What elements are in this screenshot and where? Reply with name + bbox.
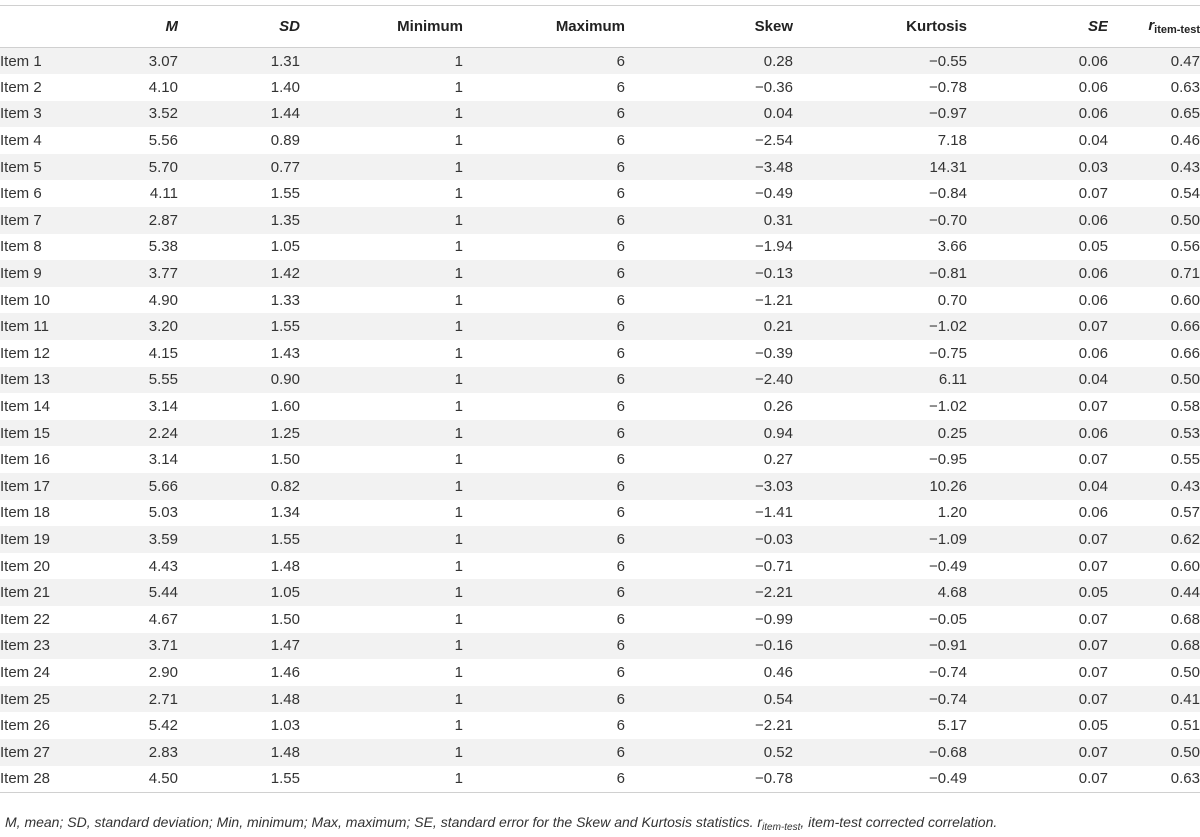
cell-se: 0.07 bbox=[967, 633, 1108, 660]
cell-kurtosis: −0.91 bbox=[793, 633, 967, 660]
cell-kurtosis: −0.78 bbox=[793, 74, 967, 101]
cell-skew: 0.52 bbox=[625, 739, 793, 766]
cell-mean: 5.44 bbox=[78, 579, 178, 606]
cell-skew: −1.94 bbox=[625, 234, 793, 261]
cell-se: 0.07 bbox=[967, 659, 1108, 686]
cell-se: 0.07 bbox=[967, 313, 1108, 340]
cell-skew: 0.28 bbox=[625, 48, 793, 75]
cell-sd: 1.05 bbox=[178, 579, 300, 606]
cell-skew: 0.26 bbox=[625, 393, 793, 420]
header-item bbox=[0, 6, 78, 48]
cell-se: 0.06 bbox=[967, 287, 1108, 314]
cell-kurtosis: −0.84 bbox=[793, 180, 967, 207]
cell-maximum: 6 bbox=[463, 579, 625, 606]
cell-item: Item 19 bbox=[0, 526, 78, 553]
cell-sd: 1.03 bbox=[178, 712, 300, 739]
cell-se: 0.07 bbox=[967, 393, 1108, 420]
cell-maximum: 6 bbox=[463, 207, 625, 234]
table-row bbox=[0, 739, 1200, 766]
table-row bbox=[0, 446, 1200, 473]
cell-minimum: 1 bbox=[300, 553, 463, 580]
cell-sd: 1.05 bbox=[178, 234, 300, 261]
cell-item: Item 12 bbox=[0, 340, 78, 367]
cell-item: Item 27 bbox=[0, 739, 78, 766]
cell-sd: 1.43 bbox=[178, 340, 300, 367]
cell-r-item-test: 0.41 bbox=[1108, 686, 1200, 713]
cell-sd: 1.42 bbox=[178, 260, 300, 287]
cell-skew: −2.21 bbox=[625, 712, 793, 739]
cell-item: Item 6 bbox=[0, 180, 78, 207]
cell-item: Item 9 bbox=[0, 260, 78, 287]
cell-sd: 1.60 bbox=[178, 393, 300, 420]
cell-se: 0.06 bbox=[967, 101, 1108, 128]
header-r-subscript: item-test bbox=[1154, 24, 1200, 36]
cell-minimum: 1 bbox=[300, 712, 463, 739]
cell-minimum: 1 bbox=[300, 180, 463, 207]
cell-mean: 4.15 bbox=[78, 340, 178, 367]
cell-mean: 3.07 bbox=[78, 48, 178, 75]
cell-skew: −0.71 bbox=[625, 553, 793, 580]
cell-kurtosis: −0.97 bbox=[793, 101, 967, 128]
cell-sd: 1.31 bbox=[178, 48, 300, 75]
cell-sd: 1.48 bbox=[178, 739, 300, 766]
cell-se: 0.03 bbox=[967, 154, 1108, 181]
cell-kurtosis: 14.31 bbox=[793, 154, 967, 181]
cell-se: 0.07 bbox=[967, 446, 1108, 473]
table-row bbox=[0, 420, 1200, 447]
cell-mean: 4.67 bbox=[78, 606, 178, 633]
cell-item: Item 1 bbox=[0, 48, 78, 75]
cell-mean: 2.90 bbox=[78, 659, 178, 686]
cell-kurtosis: −1.02 bbox=[793, 313, 967, 340]
cell-item: Item 11 bbox=[0, 313, 78, 340]
cell-minimum: 1 bbox=[300, 633, 463, 660]
table-row bbox=[0, 553, 1200, 580]
cell-sd: 1.50 bbox=[178, 606, 300, 633]
cell-sd: 1.55 bbox=[178, 180, 300, 207]
cell-item: Item 20 bbox=[0, 553, 78, 580]
table-row bbox=[0, 48, 1200, 75]
cell-se: 0.06 bbox=[967, 500, 1108, 527]
cell-se: 0.07 bbox=[967, 553, 1108, 580]
cell-kurtosis: −0.70 bbox=[793, 207, 967, 234]
cell-minimum: 1 bbox=[300, 340, 463, 367]
cell-minimum: 1 bbox=[300, 234, 463, 261]
cell-kurtosis: −0.55 bbox=[793, 48, 967, 75]
cell-maximum: 6 bbox=[463, 234, 625, 261]
cell-mean: 5.42 bbox=[78, 712, 178, 739]
header-mean: M bbox=[78, 6, 178, 48]
cell-maximum: 6 bbox=[463, 101, 625, 128]
cell-r-item-test: 0.60 bbox=[1108, 287, 1200, 314]
cell-minimum: 1 bbox=[300, 606, 463, 633]
cell-skew: −2.40 bbox=[625, 367, 793, 394]
table-row bbox=[0, 260, 1200, 287]
cell-item: Item 28 bbox=[0, 766, 78, 793]
cell-r-item-test: 0.68 bbox=[1108, 606, 1200, 633]
cell-r-item-test: 0.44 bbox=[1108, 579, 1200, 606]
cell-kurtosis: −0.49 bbox=[793, 766, 967, 793]
cell-sd: 0.89 bbox=[178, 127, 300, 154]
cell-kurtosis: −0.75 bbox=[793, 340, 967, 367]
cell-mean: 4.50 bbox=[78, 766, 178, 793]
cell-sd: 1.35 bbox=[178, 207, 300, 234]
table-row bbox=[0, 101, 1200, 128]
cell-mean: 3.20 bbox=[78, 313, 178, 340]
cell-skew: 0.27 bbox=[625, 446, 793, 473]
cell-r-item-test: 0.62 bbox=[1108, 526, 1200, 553]
table-body bbox=[0, 48, 1200, 793]
cell-kurtosis: 4.68 bbox=[793, 579, 967, 606]
cell-kurtosis: −1.02 bbox=[793, 393, 967, 420]
cell-r-item-test: 0.66 bbox=[1108, 313, 1200, 340]
cell-skew: −0.13 bbox=[625, 260, 793, 287]
cell-item: Item 18 bbox=[0, 500, 78, 527]
cell-sd: 1.44 bbox=[178, 101, 300, 128]
cell-maximum: 6 bbox=[463, 766, 625, 793]
cell-item: Item 5 bbox=[0, 154, 78, 181]
header-maximum: Maximum bbox=[463, 6, 625, 48]
cell-kurtosis: 5.17 bbox=[793, 712, 967, 739]
cell-se: 0.07 bbox=[967, 739, 1108, 766]
cell-r-item-test: 0.43 bbox=[1108, 154, 1200, 181]
cell-item: Item 25 bbox=[0, 686, 78, 713]
cell-r-item-test: 0.50 bbox=[1108, 367, 1200, 394]
cell-kurtosis: −0.74 bbox=[793, 686, 967, 713]
cell-maximum: 6 bbox=[463, 526, 625, 553]
cell-item: Item 16 bbox=[0, 446, 78, 473]
cell-skew: −0.49 bbox=[625, 180, 793, 207]
cell-item: Item 26 bbox=[0, 712, 78, 739]
cell-sd: 1.55 bbox=[178, 313, 300, 340]
cell-item: Item 21 bbox=[0, 579, 78, 606]
cell-mean: 4.43 bbox=[78, 553, 178, 580]
cell-item: Item 14 bbox=[0, 393, 78, 420]
cell-mean: 5.03 bbox=[78, 500, 178, 527]
header-sd: SD bbox=[178, 6, 300, 48]
cell-r-item-test: 0.55 bbox=[1108, 446, 1200, 473]
cell-kurtosis: −0.95 bbox=[793, 446, 967, 473]
cell-minimum: 1 bbox=[300, 74, 463, 101]
cell-skew: 0.46 bbox=[625, 659, 793, 686]
cell-r-item-test: 0.58 bbox=[1108, 393, 1200, 420]
cell-se: 0.06 bbox=[967, 340, 1108, 367]
cell-skew: −0.99 bbox=[625, 606, 793, 633]
cell-r-item-test: 0.65 bbox=[1108, 101, 1200, 128]
cell-item: Item 22 bbox=[0, 606, 78, 633]
cell-kurtosis: −0.05 bbox=[793, 606, 967, 633]
cell-maximum: 6 bbox=[463, 340, 625, 367]
cell-mean: 3.14 bbox=[78, 393, 178, 420]
table-row bbox=[0, 180, 1200, 207]
cell-sd: 1.46 bbox=[178, 659, 300, 686]
table-row bbox=[0, 207, 1200, 234]
header-r-symbol: r bbox=[1148, 17, 1155, 34]
table-header bbox=[0, 6, 1200, 48]
cell-item: Item 2 bbox=[0, 74, 78, 101]
cell-sd: 0.77 bbox=[178, 154, 300, 181]
table-row bbox=[0, 154, 1200, 181]
cell-sd: 1.25 bbox=[178, 420, 300, 447]
table-row bbox=[0, 526, 1200, 553]
cell-minimum: 1 bbox=[300, 420, 463, 447]
cell-kurtosis: 0.25 bbox=[793, 420, 967, 447]
cell-se: 0.07 bbox=[967, 766, 1108, 793]
cell-maximum: 6 bbox=[463, 739, 625, 766]
cell-mean: 5.55 bbox=[78, 367, 178, 394]
cell-skew: −1.21 bbox=[625, 287, 793, 314]
cell-r-item-test: 0.57 bbox=[1108, 500, 1200, 527]
cell-r-item-test: 0.63 bbox=[1108, 74, 1200, 101]
cell-kurtosis: 0.70 bbox=[793, 287, 967, 314]
cell-sd: 1.33 bbox=[178, 287, 300, 314]
cell-minimum: 1 bbox=[300, 526, 463, 553]
cell-se: 0.04 bbox=[967, 473, 1108, 500]
cell-minimum: 1 bbox=[300, 659, 463, 686]
table-row bbox=[0, 340, 1200, 367]
cell-maximum: 6 bbox=[463, 633, 625, 660]
cell-kurtosis: −1.09 bbox=[793, 526, 967, 553]
table-row bbox=[0, 686, 1200, 713]
cell-item: Item 17 bbox=[0, 473, 78, 500]
cell-minimum: 1 bbox=[300, 579, 463, 606]
cell-r-item-test: 0.66 bbox=[1108, 340, 1200, 367]
cell-mean: 3.71 bbox=[78, 633, 178, 660]
cell-item: Item 23 bbox=[0, 633, 78, 660]
cell-item: Item 4 bbox=[0, 127, 78, 154]
cell-maximum: 6 bbox=[463, 606, 625, 633]
cell-item: Item 13 bbox=[0, 367, 78, 394]
cell-item: Item 10 bbox=[0, 287, 78, 314]
cell-kurtosis: 10.26 bbox=[793, 473, 967, 500]
cell-maximum: 6 bbox=[463, 127, 625, 154]
cell-mean: 4.90 bbox=[78, 287, 178, 314]
cell-skew: −0.36 bbox=[625, 74, 793, 101]
cell-mean: 5.66 bbox=[78, 473, 178, 500]
table-row bbox=[0, 313, 1200, 340]
cell-se: 0.06 bbox=[967, 420, 1108, 447]
table-row bbox=[0, 579, 1200, 606]
table-row bbox=[0, 127, 1200, 154]
cell-sd: 1.40 bbox=[178, 74, 300, 101]
cell-maximum: 6 bbox=[463, 180, 625, 207]
cell-se: 0.07 bbox=[967, 686, 1108, 713]
cell-se: 0.06 bbox=[967, 74, 1108, 101]
cell-skew: 0.04 bbox=[625, 101, 793, 128]
cell-mean: 2.24 bbox=[78, 420, 178, 447]
cell-se: 0.06 bbox=[967, 207, 1108, 234]
cell-r-item-test: 0.43 bbox=[1108, 473, 1200, 500]
cell-sd: 1.55 bbox=[178, 766, 300, 793]
footnote-text-end: , item-test corrected correlation. bbox=[800, 814, 998, 830]
cell-r-item-test: 0.50 bbox=[1108, 739, 1200, 766]
cell-minimum: 1 bbox=[300, 127, 463, 154]
cell-item: Item 7 bbox=[0, 207, 78, 234]
header-row bbox=[0, 6, 1200, 48]
cell-maximum: 6 bbox=[463, 686, 625, 713]
cell-minimum: 1 bbox=[300, 207, 463, 234]
cell-r-item-test: 0.63 bbox=[1108, 766, 1200, 793]
cell-se: 0.05 bbox=[967, 579, 1108, 606]
cell-mean: 3.14 bbox=[78, 446, 178, 473]
cell-se: 0.07 bbox=[967, 526, 1108, 553]
cell-mean: 3.59 bbox=[78, 526, 178, 553]
cell-skew: −3.03 bbox=[625, 473, 793, 500]
cell-mean: 3.77 bbox=[78, 260, 178, 287]
table-row bbox=[0, 712, 1200, 739]
cell-se: 0.07 bbox=[967, 180, 1108, 207]
table-row bbox=[0, 74, 1200, 101]
cell-item: Item 24 bbox=[0, 659, 78, 686]
cell-kurtosis: −0.49 bbox=[793, 553, 967, 580]
cell-r-item-test: 0.50 bbox=[1108, 207, 1200, 234]
cell-minimum: 1 bbox=[300, 766, 463, 793]
table-row bbox=[0, 393, 1200, 420]
cell-skew: −0.03 bbox=[625, 526, 793, 553]
header-skew: Skew bbox=[625, 6, 793, 48]
cell-r-item-test: 0.60 bbox=[1108, 553, 1200, 580]
cell-maximum: 6 bbox=[463, 473, 625, 500]
header-r-item-test bbox=[1108, 6, 1200, 48]
cell-kurtosis: 7.18 bbox=[793, 127, 967, 154]
footnote-subscript: item-test bbox=[762, 822, 801, 833]
table-row bbox=[0, 606, 1200, 633]
cell-sd: 0.90 bbox=[178, 367, 300, 394]
cell-maximum: 6 bbox=[463, 287, 625, 314]
header-se: SE bbox=[967, 6, 1108, 48]
table-row bbox=[0, 659, 1200, 686]
table-row bbox=[0, 473, 1200, 500]
cell-se: 0.05 bbox=[967, 712, 1108, 739]
cell-minimum: 1 bbox=[300, 473, 463, 500]
cell-r-item-test: 0.56 bbox=[1108, 234, 1200, 261]
cell-skew: −3.48 bbox=[625, 154, 793, 181]
cell-skew: −0.16 bbox=[625, 633, 793, 660]
table-row bbox=[0, 500, 1200, 527]
cell-maximum: 6 bbox=[463, 553, 625, 580]
cell-se: 0.05 bbox=[967, 234, 1108, 261]
cell-maximum: 6 bbox=[463, 48, 625, 75]
cell-minimum: 1 bbox=[300, 500, 463, 527]
cell-skew: 0.21 bbox=[625, 313, 793, 340]
cell-maximum: 6 bbox=[463, 659, 625, 686]
cell-maximum: 6 bbox=[463, 260, 625, 287]
cell-skew: −2.54 bbox=[625, 127, 793, 154]
cell-minimum: 1 bbox=[300, 686, 463, 713]
table-row bbox=[0, 234, 1200, 261]
cell-kurtosis: −0.74 bbox=[793, 659, 967, 686]
cell-se: 0.06 bbox=[967, 260, 1108, 287]
cell-minimum: 1 bbox=[300, 287, 463, 314]
cell-kurtosis: −0.81 bbox=[793, 260, 967, 287]
cell-sd: 1.55 bbox=[178, 526, 300, 553]
cell-mean: 4.11 bbox=[78, 180, 178, 207]
cell-sd: 1.47 bbox=[178, 633, 300, 660]
cell-mean: 5.56 bbox=[78, 127, 178, 154]
cell-mean: 5.38 bbox=[78, 234, 178, 261]
header-minimum: Minimum bbox=[300, 6, 463, 48]
header-kurtosis: Kurtosis bbox=[793, 6, 967, 48]
cell-r-item-test: 0.46 bbox=[1108, 127, 1200, 154]
cell-r-item-test: 0.71 bbox=[1108, 260, 1200, 287]
cell-se: 0.07 bbox=[967, 606, 1108, 633]
cell-r-item-test: 0.50 bbox=[1108, 659, 1200, 686]
cell-kurtosis: −0.68 bbox=[793, 739, 967, 766]
cell-skew: −2.21 bbox=[625, 579, 793, 606]
cell-mean: 4.10 bbox=[78, 74, 178, 101]
cell-se: 0.04 bbox=[967, 127, 1108, 154]
cell-minimum: 1 bbox=[300, 48, 463, 75]
cell-minimum: 1 bbox=[300, 446, 463, 473]
cell-maximum: 6 bbox=[463, 367, 625, 394]
cell-item: Item 15 bbox=[0, 420, 78, 447]
cell-r-item-test: 0.54 bbox=[1108, 180, 1200, 207]
cell-kurtosis: 6.11 bbox=[793, 367, 967, 394]
cell-mean: 3.52 bbox=[78, 101, 178, 128]
cell-maximum: 6 bbox=[463, 74, 625, 101]
cell-maximum: 6 bbox=[463, 712, 625, 739]
cell-minimum: 1 bbox=[300, 154, 463, 181]
cell-sd: 1.48 bbox=[178, 553, 300, 580]
cell-r-item-test: 0.53 bbox=[1108, 420, 1200, 447]
cell-skew: 0.94 bbox=[625, 420, 793, 447]
cell-mean: 2.87 bbox=[78, 207, 178, 234]
cell-r-item-test: 0.47 bbox=[1108, 48, 1200, 75]
cell-r-item-test: 0.51 bbox=[1108, 712, 1200, 739]
footnote-text: M, mean; SD, standard deviation; Min, minimum; Max, maximum; SE, standard error for the Skew and Kurtosis statistics. r bbox=[5, 814, 763, 830]
cell-skew: 0.54 bbox=[625, 686, 793, 713]
cell-maximum: 6 bbox=[463, 500, 625, 527]
cell-maximum: 6 bbox=[463, 420, 625, 447]
cell-se: 0.04 bbox=[967, 367, 1108, 394]
cell-mean: 2.83 bbox=[78, 739, 178, 766]
cell-sd: 1.34 bbox=[178, 500, 300, 527]
cell-maximum: 6 bbox=[463, 313, 625, 340]
cell-sd: 1.50 bbox=[178, 446, 300, 473]
cell-sd: 1.48 bbox=[178, 686, 300, 713]
table-row bbox=[0, 766, 1200, 793]
cell-sd: 0.82 bbox=[178, 473, 300, 500]
cell-skew: 0.31 bbox=[625, 207, 793, 234]
cell-item: Item 3 bbox=[0, 101, 78, 128]
item-statistics-table bbox=[0, 5, 1200, 793]
cell-minimum: 1 bbox=[300, 367, 463, 394]
cell-minimum: 1 bbox=[300, 260, 463, 287]
cell-minimum: 1 bbox=[300, 313, 463, 340]
cell-minimum: 1 bbox=[300, 101, 463, 128]
cell-r-item-test: 0.68 bbox=[1108, 633, 1200, 660]
table-row bbox=[0, 367, 1200, 394]
cell-se: 0.06 bbox=[967, 48, 1108, 75]
cell-skew: −0.78 bbox=[625, 766, 793, 793]
table-row bbox=[0, 633, 1200, 660]
cell-minimum: 1 bbox=[300, 393, 463, 420]
cell-kurtosis: 3.66 bbox=[793, 234, 967, 261]
table-row bbox=[0, 287, 1200, 314]
table-footnote bbox=[5, 814, 1195, 833]
cell-skew: −0.39 bbox=[625, 340, 793, 367]
cell-item: Item 8 bbox=[0, 234, 78, 261]
cell-maximum: 6 bbox=[463, 154, 625, 181]
cell-kurtosis: 1.20 bbox=[793, 500, 967, 527]
cell-minimum: 1 bbox=[300, 739, 463, 766]
cell-skew: −1.41 bbox=[625, 500, 793, 527]
cell-maximum: 6 bbox=[463, 446, 625, 473]
cell-maximum: 6 bbox=[463, 393, 625, 420]
cell-mean: 5.70 bbox=[78, 154, 178, 181]
cell-mean: 2.71 bbox=[78, 686, 178, 713]
